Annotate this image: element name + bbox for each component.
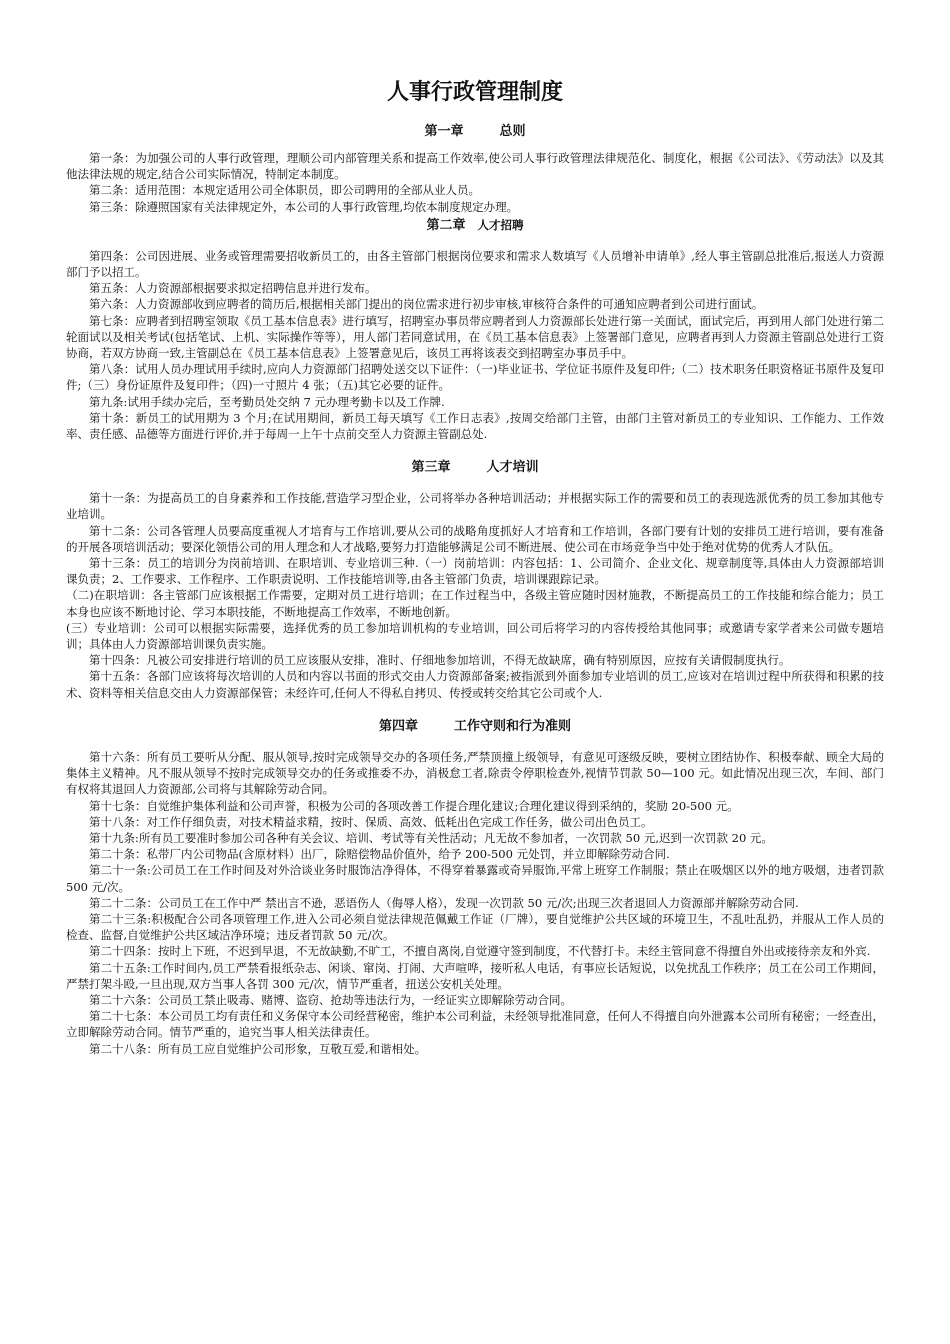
article: 第二十条：私带厂内公司物品(含原材料）出厂，除赔偿物品价值外，给予 200-500 元处罚，并立即解除劳动合同. bbox=[89, 847, 670, 862]
article: 第十七条：自觉维护集体利益和公司声誉，积极为公司的各项改善工作提合理化建议;合理化建议得到采纳的，奖励 20-500 元。 bbox=[89, 798, 739, 813]
chapter-4-heading bbox=[66, 717, 884, 737]
article: 第二十三条:积极配合公司各项管理工作,进入公司必须自觉法律规范佩戴工作证（厂牌），要自觉维护公共区域的环境卫生，不乱吐乱扔，并服从工作人员的检查、监督,自觉维护公共区域洁净环境；违反者罚款 50 元/次。 bbox=[66, 911, 884, 943]
chapter-name: 工作守则和行为准则 bbox=[454, 718, 572, 734]
article: 第二条：适用范围：本规定适用公司全体职员，即公司聘用的全部从业人员。 bbox=[89, 183, 480, 198]
article: 第五条：人力资源部根据要求拟定招聘信息并进行发布。 bbox=[89, 281, 377, 296]
article: 第二十四条：按时上下班，不迟到早退，不无故缺勤,不旷工，不擅自离岗,自觉遵守签到制度，不代替打卡。未经主管同意不得擅自外出或接待亲友和外宾. bbox=[89, 944, 871, 959]
chapter-number: 第三章 bbox=[411, 460, 451, 476]
article: 第二十八条：所有员工应自觉维护公司形象，互敬互爱,和谐相处。 bbox=[89, 1041, 427, 1056]
chapter-3-heading bbox=[66, 458, 884, 478]
article: 第九条:试用手续办完后，至考勤员处交纳 7 元办理考勤卡以及工作牌. bbox=[89, 394, 445, 409]
article: 第七条：应聘者到招聘室领取《员工基本信息表》进行填写，招聘室办事员带应聘者到人力资源部长处进行第一关面试，面试完后，再到用人部门处进行第二轮面试以及相关考试(包括笔试、上机、实际操作等等），用人部门若同意试用，在《员工基本信息表》上签署部门意见，应聘者再到人力资源主管副总处进行工资协商，若双方协商一致,主管副总在《员工基本信息表》上签署意见后，该员工再将该表交到招聘室办事员手中。 bbox=[66, 313, 884, 361]
chapter-name: 总则 bbox=[499, 124, 526, 139]
document-page bbox=[66, 78, 884, 1057]
article: 第二十五条:工作时间内,员工严禁看报纸杂志、闲谈、窜岗、打闹、大声喧哗，接听私人电话，有事应长话短说，以免扰乱工作秩序；员工在公司工作期间，严禁打架斗殴,一旦出现,双方当事人各罚 300 元/次，情节严重者，扭送公安机关处理。 bbox=[66, 960, 884, 991]
article: 第十五条：各部门应该将每次培训的人员和内容以书面的形式交由人力资源部备案;被指派到外面参加专业培训的员工,应该对在培训过程中所获得和积累的技术、资料等相关信息交由人力资源部保管；未经许可,任何人不得私自拷贝、传授或转交给其它公司或个人. bbox=[66, 669, 884, 700]
chapter-2-heading bbox=[66, 215, 884, 236]
article: 第一条：为加强公司的人事行政管理，理顺公司内部管理关系和提高工作效率,使公司人事行政管理法律规范化、制度化，根据《公司法》、《劳动法》以及其他法律法规的规定,结合公司实际情况，特制定本制度。 bbox=[66, 151, 884, 182]
article: 第十一条：为提高员工的自身素养和工作技能,营造学习型企业，公司将举办各种培训活动；并根据实际工作的需要和员工的表现选派优秀的员工参加其他专业培训。 bbox=[66, 491, 884, 522]
article: (三）专业培训：公司可以根据实际需要，选择优秀的员工参加培训机构的专业培训，回公司后将学习的内容传授给其他同事；或邀请专家学者来公司做专题培训；具体由人力资源部培训课负责实施。 bbox=[66, 620, 884, 652]
article: 第二十六条：公司员工禁止吸毒、赌博、盗窃、抢劫等违法行为，一经证实立即解除劳动合同。 bbox=[89, 992, 572, 1007]
article: （二)在职培训：各主管部门应该根据工作需要，定期对员工进行培训；在工作过程当中，各级主管应随时因材施教，不断提高员工的工作技能和综合能力；员工本身也应该不断地讨论、学习本职技能，不断地提高工作效率，不断地创新。 bbox=[66, 588, 884, 619]
article: 第二十一条:公司员工在工作时间及对外洽谈业务时服饰洁净得体，不得穿着暴露或奇异服饰,平常上班穿工作制服；禁止在吸烟区以外的地方吸烟，违者罚款 500 元/次。 bbox=[66, 863, 884, 894]
chapter-1-heading bbox=[66, 122, 884, 142]
article: 第十三条：员工的培训分为岗前培训、在职培训、专业培训三种.（一）岗前培训：内容包括：1、公司简介、企业文化、规章制度等,具体由人力资源部培训课负责；2、工作要求、工作程序、工作职责说明、工作技能培训等,由各主管部门负责，培训课跟踪记录。 bbox=[66, 556, 884, 587]
document-title: 人事行政管理制度 bbox=[386, 80, 563, 105]
article: 第十条：新员工的试用期为 3 个月;在试用期间，新员工每天填写《工作日志表》,按周交给部门主管，由部门主管对新员工的专业知识、工作能力、工作效率、责任感、品德等方面进行评价,并于每周一上午十点前交至人力资源主管副总处. bbox=[66, 410, 884, 442]
chapter-number: 第二章 bbox=[426, 217, 466, 233]
article: 第二十七条：本公司员工均有责任和义务保守本公司经营秘密，维护本公司利益，未经领导批准同意，任何人不得擅自向外泄露本公司所有秘密；一经查出，立即解除劳动合同。情节严重的，追究当事人相关法律责任。 bbox=[66, 1009, 884, 1040]
article: 第十四条：凡被公司安排进行培训的员工应该服从安排，准时、仔细地参加培训，不得无故缺席，确有特别原因，应按有关请假制度执行。 bbox=[89, 653, 791, 668]
article: 第四条：公司因进展、业务或管理需要招收新员工的，由各主管部门根据岗位要求和需求人数填写《人员增补申请单》,经人事主管副总批准后,报送人力资源部门予以招工。 bbox=[66, 248, 884, 280]
article: 第十二条：公司各管理人员要高度重视人才培育与工作培训,要从公司的战略角度抓好人才培育和工作培训，各部门要有计划的安排员工进行培训，要有准备的开展各项培训活动；要深化领悟公司的用人理念和人才战略,要努力打造能够满足公司不断进展、使公司在市场竞争当中处于绝对优势的优秀人才队伍。 bbox=[66, 523, 884, 554]
chapter-number: 第四章 bbox=[378, 718, 418, 734]
chapter-name: 人才招聘 bbox=[477, 217, 524, 232]
article: 第十九条:所有员工要准时参加公司各种有关会议、培训、考试等有关性活动；凡无故不参加者，一次罚款 50 元,迟到一次罚款 20 元。 bbox=[89, 830, 773, 845]
article: 第十八条：对工作仔细负责，对技术精益求精，按时、保质、高效、低耗出色完成工作任务，做公司出色员工。 bbox=[89, 814, 653, 829]
article: 第八条：试用人员办理试用手续时,应向人力资源部门招聘处送交以下证件：（一)毕业证书、学位证书原件及复印件;（二）技术职务任职资格证书原件及复印件;（三）身份证原件及复印件；（四)一寸照片 4 张；（五)其它必要的证件。 bbox=[66, 362, 884, 393]
article: 第三条：除遵照国家有关法律规定外，本公司的人事行政管理,均依本制度规定办理。 bbox=[89, 199, 519, 214]
chapter-number: 第一章 bbox=[424, 124, 464, 139]
article: 第六条：人力资源部收到应聘者的简历后,根据相关部门提出的岗位需求进行初步审核,审核符合条件的可通知应聘者到公司进行面试。 bbox=[89, 297, 764, 312]
chapter-name: 人才培训 bbox=[486, 460, 539, 476]
article: 第十六条：所有员工要听从分配、服从领导,按时完成领导交办的各项任务,严禁顶撞上级领导，有意见可逐级反映，要树立团结协作、积极奉献、顾全大局的集体主义精神。凡不服从领导不按时完成领导交办的任务或推委不办，消极怠工者,除责令停职检查外,视情节罚款 50—100 元。如此情况出现三次，车间、部门有权将其退回人力资源部,公司将与其解除劳动合同。 bbox=[66, 749, 884, 797]
article: 第二十二条：公司员工在工作中严 禁出言不逊，恶语伤人（侮辱人格），发现一次罚款 50 元/次;出现三次者退回人力资源部并解除劳动合同. bbox=[89, 895, 799, 910]
